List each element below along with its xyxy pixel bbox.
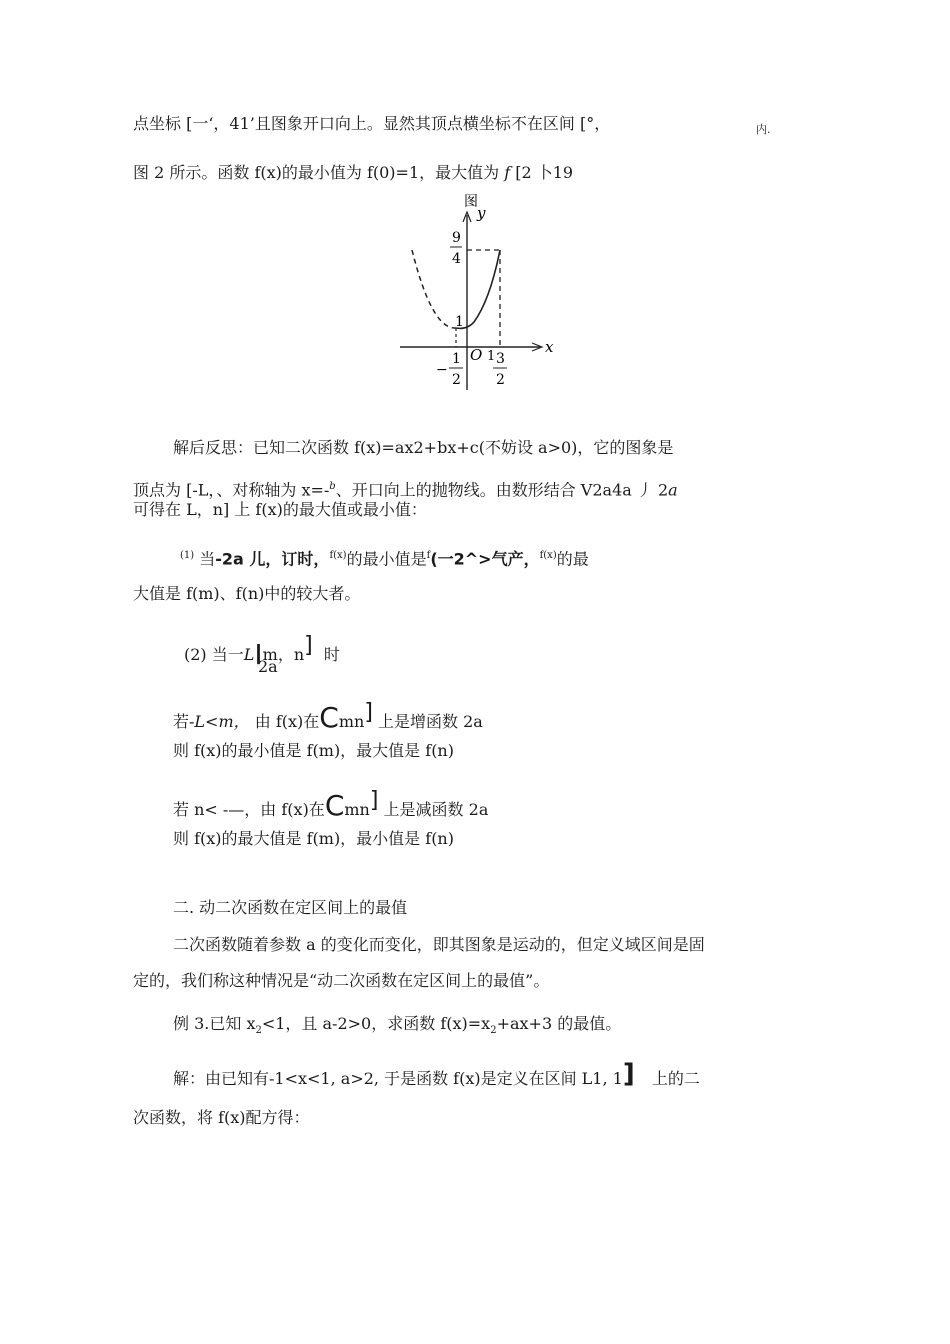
text-line-6-i: 的最	[556, 549, 589, 569]
example-3	[173, 1014, 621, 1041]
text-line-9-b: -L<m，	[189, 712, 250, 731]
x-axis-label: x	[545, 338, 554, 356]
y-tick-4: 4	[452, 251, 461, 267]
text-line-6-a: (1)	[180, 550, 195, 561]
text-line-6-h: f(x)	[539, 550, 557, 561]
solution-line-1	[173, 1059, 700, 1089]
y-axis-label: y	[477, 204, 486, 222]
solution-line-2: 次函数，将 f(x)配方得：	[133, 1108, 310, 1127]
text-line-6-d: f(x)	[329, 550, 347, 561]
text-line-6-c: -2a 儿，订时，	[215, 549, 330, 569]
text-line-11	[173, 788, 489, 822]
text-line-4-c: 、开口向上的抛物线。由数形结合 V2a4a 丿 2	[335, 480, 669, 500]
y-tick-1: 1	[455, 314, 464, 330]
text-line-12: 则 f(x)的最大值是 f(m)，最小值是 f(n)	[173, 829, 454, 848]
text-line-11-d: ]	[369, 788, 379, 813]
text-line-6-g: (一2^>气产，	[430, 549, 540, 569]
text-line-10: 则 f(x)的最小值是 f(m)，最大值是 f(n)	[173, 741, 454, 760]
text-line-8-d: m，n	[262, 645, 305, 664]
text-line-8-a: (2) 当一	[184, 645, 244, 664]
example-3-a: 例 3.已知 x	[173, 1014, 256, 1033]
text-line-4-b: b	[329, 481, 336, 492]
text-line-11-c: mn	[344, 800, 370, 819]
text-line-1-tail: 内.	[756, 123, 771, 136]
text-line-9-d: C	[319, 701, 339, 734]
figure-caption: 图	[464, 194, 478, 210]
text-line-4-a: 顶点为 [-L，、对称轴为 x=-	[133, 480, 330, 500]
solution-line-1-c: 上的二	[651, 1069, 700, 1088]
solution-line-1-b: ]	[622, 1059, 635, 1089]
x-tick-3: 3	[496, 351, 505, 367]
x-tick-2: 2	[496, 372, 505, 388]
text-line-9-c: 由 f(x)在	[254, 712, 320, 731]
text-line-11-e: 上是减函数 2a	[383, 800, 489, 819]
text-line-11-a: 若 n< -—，由 f(x)在	[173, 800, 325, 819]
solution-line-1-a: 解：由已知有-1<x<1, a>2, 于是函数 f(x)是定义在区间 L1, 1	[173, 1069, 623, 1088]
text-line-8-c: I	[254, 638, 263, 671]
example-3-e: +ax+3 的最值。	[496, 1014, 622, 1033]
section-heading: 二. 动二次函数在定区间上的最值	[173, 898, 408, 917]
x-tick-1: 1	[487, 349, 496, 364]
parabola-dashed	[412, 250, 456, 328]
text-line-4	[133, 477, 678, 500]
text-line-4-d: a	[668, 480, 678, 500]
x-tick-half-num: 1	[452, 351, 461, 367]
parabola-figure	[392, 190, 572, 400]
text-line-11-b: C	[324, 789, 345, 822]
y-tick-9: 9	[452, 230, 461, 246]
text-line-9-a: 若	[173, 712, 190, 731]
example-3-c: <1，且 a-2>0，求函数 f(x)=x	[261, 1014, 491, 1033]
x-tick-minus: −	[436, 362, 448, 378]
example-3-d: 2	[490, 1025, 497, 1037]
x-tick-half-den: 2	[452, 372, 461, 388]
text-line-9	[173, 700, 483, 734]
text-line-6	[180, 546, 589, 569]
text-line-1-main: 点坐标 [一‘，41’且图象开口向上。显然其顶点横坐标不在区间 [°，	[133, 114, 611, 133]
text-line-5: 可得在 L，n] 上 f(x)的最大值或最小值：	[133, 500, 427, 519]
text-line-15: 定的，我们称这种情况是“动二次函数在定区间上的最值”。	[133, 971, 550, 990]
text-line-2: 图 2 所示。函数 f(x)的最小值为 f(0)=1，最大值为 𝑓 [2 卜19	[133, 163, 574, 182]
text-line-9-e: mn	[338, 712, 365, 731]
text-line-8-b: L	[243, 645, 255, 664]
text-line-7: 大值是 f(m)、f(n)中的较大者。	[133, 584, 361, 603]
text-line-8-f: 时	[323, 645, 340, 664]
text-line-6-b: 当	[199, 549, 216, 569]
text-line-9-f: ]	[364, 700, 373, 725]
origin-label: O	[470, 346, 483, 364]
text-line-14: 二次函数随着参数 a 的变化而变化，即其图象是运动的，但定义域区间是固	[173, 935, 705, 954]
text-line-6-e: 的最小值是	[346, 549, 427, 569]
text-line-8-denominator: 2a	[258, 657, 278, 676]
text-line-8-e: ]	[304, 633, 313, 658]
text-line-6-f: f	[426, 550, 431, 561]
text-line-1	[133, 114, 610, 134]
text-line-9-g: 上是增函数 2a	[378, 712, 483, 731]
text-line-3: 解后反思：已知二次函数 f(x)=ax2+bx+c(不妨设 a>0)，它的图象是	[173, 438, 674, 457]
example-3-b: 2	[255, 1025, 262, 1037]
